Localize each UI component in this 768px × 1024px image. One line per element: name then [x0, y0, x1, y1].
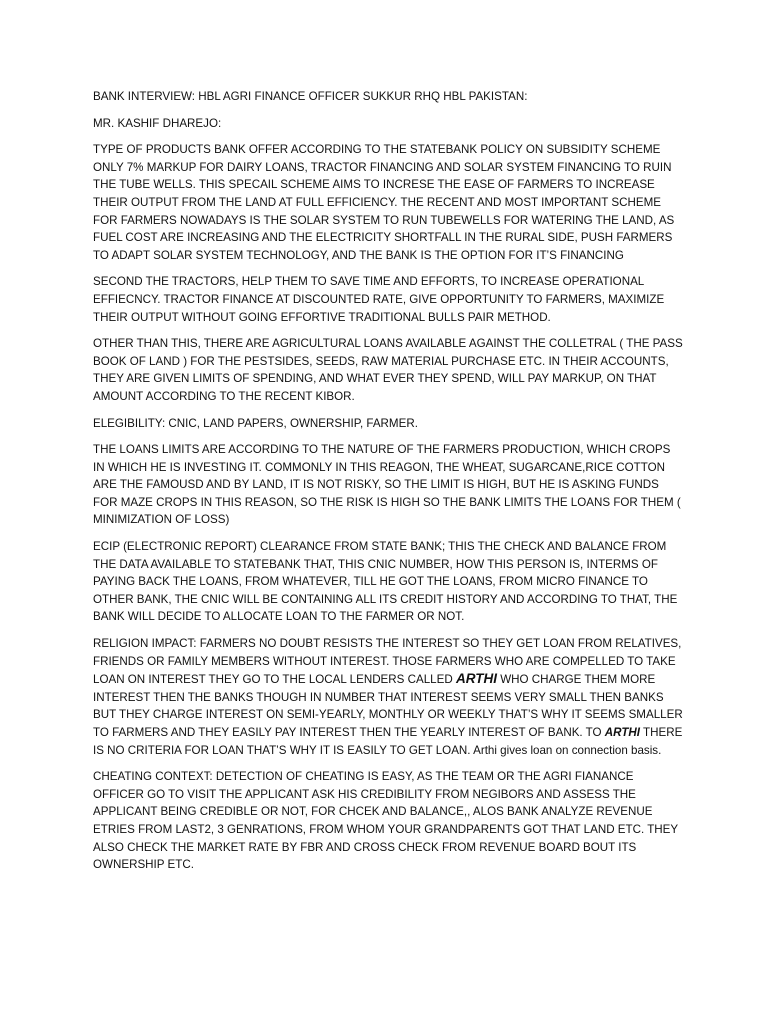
paragraph-loan-limits: THE LOANS LIMITS ARE ACCORDING TO THE NATURE OF THE FARMERS PRODUCTION, WHICH CROPS IN WHICH HE IS INVESTING IT. COMMONLY IN THIS REAGON, THE WHEAT, SUGARCANE,RICE COTTON ARE THE FAMOUSD AND BY LAND, IT IS NOT RISKY, SO THE LIMIT IS HIGH, BUT HE IS ASKING FUNDS FOR MAZE CROPS IN THIS REASON, SO THE RISK IS HIGH SO THE BANK LIMITS THE LOANS FOR THEM ( MINIMIZATION OF LOSS): [93, 443, 681, 527]
document-page: [93, 88, 683, 883]
candidate-name: MR. KASHIF DHAREJO:: [93, 116, 222, 130]
arthi-term: ARTHI: [455, 671, 497, 687]
religion-text-part-1: RELIGION IMPACT: FARMERS NO DOUBT RESISTS THE INTEREST SO THEY GET LOAN FROM RELATIVES, FRIENDS OR FAMILY MEMBERS WITHOUT INTEREST. THOSE FARMERS WHO ARE COMPELLED TO TAKE LOAN ON INTEREST THEY GO TO THE LOCAL LENDERS CALLED: [93, 637, 682, 687]
paragraph-religion-impact: [93, 635, 683, 759]
religion-text-part-2: WHO CHARGE THEM MORE INTEREST THEN THE BANKS THOUGH IN NUMBER THAT INTEREST SEEMS VERY SMALL THEN BANKS BUT THEY CHARGE INTEREST ON SEMI-YEARLY, MONTHLY OR WEEKLY THAT’S WHY IT SEEMS SMALLER TO FARMERS AND THEY EASILY PAY INTEREST THEN THE YEARLY INTEREST OF BANK. TO: [93, 673, 683, 739]
paragraph-agricultural-loans: OTHER THAN THIS, THERE ARE AGRICULTURAL LOANS AVAILABLE AGAINST THE COLLETRAL ( THE PASS BOOK OF LAND ) FOR THE PESTSIDES, SEEDS, RAW MATERIAL PURCHASE ETC. IN THEIR ACCOUNTS, THEY ARE GIVEN LIMITS OF SPENDING, AND WHAT EVER THEY SPEND, WILL PAY MARKUP, ON THAT AMOUNT ACCORDING TO THE RECENT KIBOR.: [93, 337, 683, 403]
paragraph-cheating-context: CHEATING CONTEXT: DETECTION OF CHEATING IS EASY, AS THE TEAM OR THE AGRI FIANANCE OFFICER GO TO VISIT THE APPLICANT ASK HIS CREDIBILITY FROM NEGIBORS AND ASSESS THE APPLICANT BEING CREDIBLE OR NOT, FOR CHCEK AND BALANCE,, ALOS BANK ANALYZE REVENUE ETRIES FROM LAST2, 3 GENRATIONS, FROM WHOM YOUR GRANDPARENTS GOT THAT LAND ETC. THEY ALSO CHECK THE MARKET RATE BY FBR AND CROSS CHECK FROM REVENUE BOARD BOUT ITS OWNERSHIP ETC.: [93, 770, 678, 872]
document-title: BANK INTERVIEW: HBL AGRI FINANCE OFFICER SUKKUR RHQ HBL PAKISTAN:: [93, 90, 528, 103]
paragraph-eligibility: ELEGIBILITY: CNIC, LAND PAPERS, OWNERSHIP, FARMER.: [93, 416, 418, 430]
paragraph-tractors: SECOND THE TRACTORS, HELP THEM TO SAVE TIME AND EFFORTS, TO INCREASE OPERATIONAL EFFIECNCY. TRACTOR FINANCE AT DISCOUNTED RATE, GIVE OPPORTUNITY TO FARMERS, MAXIMIZE THEIR OUTPUT WITHOUT GOING EFFORTIVE TRADITIONAL BULLS PAIR METHOD.: [93, 275, 665, 324]
paragraph-ecip: ECIP (ELECTRONIC REPORT) CLEARANCE FROM STATE BANK; THIS THE CHECK AND BALANCE FROM THE DATA AVAILABLE TO STATEBANK THAT, THIS CNIC NUMBER, HOW THIS PERSON IS, INTERMS OF PAYING BACK THE LOANS, FROM WHATEVER, TILL HE GOT THE LOANS, FROM MICRO FINANCE TO OTHER BANK, THE CNIC WILL BE CONTAINING ALL ITS CREDIT HISTORY AND ACCORDING TO THAT, THE BANK WILL DECIDE TO ALLOCATE LOAN TO THE FARMER OR NOT.: [93, 540, 678, 624]
religion-text-part-3: THERE IS NO CRITERIA FOR LOAN THAT’S WHY IT IS EASILY TO GET LOAN. Arthi gives loan on connection basis.: [93, 726, 683, 757]
paragraph-products: TYPE OF PRODUCTS BANK OFFER ACCORDING TO THE STATEBANK POLICY ON SUBSIDITY SCHEME ONLY 7% MARKUP FOR DAIRY LOANS, TRACTOR FINANCING AND SOLAR SYSTEM FINANCING TO RUIN THE TUBE WELLS. THIS SPECAIL SCHEME AIMS TO INCRESE THE EASE OF FARMERS TO INCREASE THEIR OUTPUT FROM THE LAND AT FULL EFFICIENCY. THE RECENT AND MOST IMPORTANT SCHEME FOR FARMERS NOWADAYS IS THE SOLAR SYSTEM TO RUN TUBEWELLS FOR WATERING THE LAND, AS FUEL COST ARE INCREASING AND THE ELECTRICITY SHORTFALL IN THE RURAL SIDE, PUSH FARMERS TO ADAPT SOLAR SYSTEM TECHNOLOGY, AND THE BANK IS THE OPTION FOR IT’S FINANCING: [93, 143, 675, 262]
arthi-term: ARTHI: [604, 726, 640, 739]
